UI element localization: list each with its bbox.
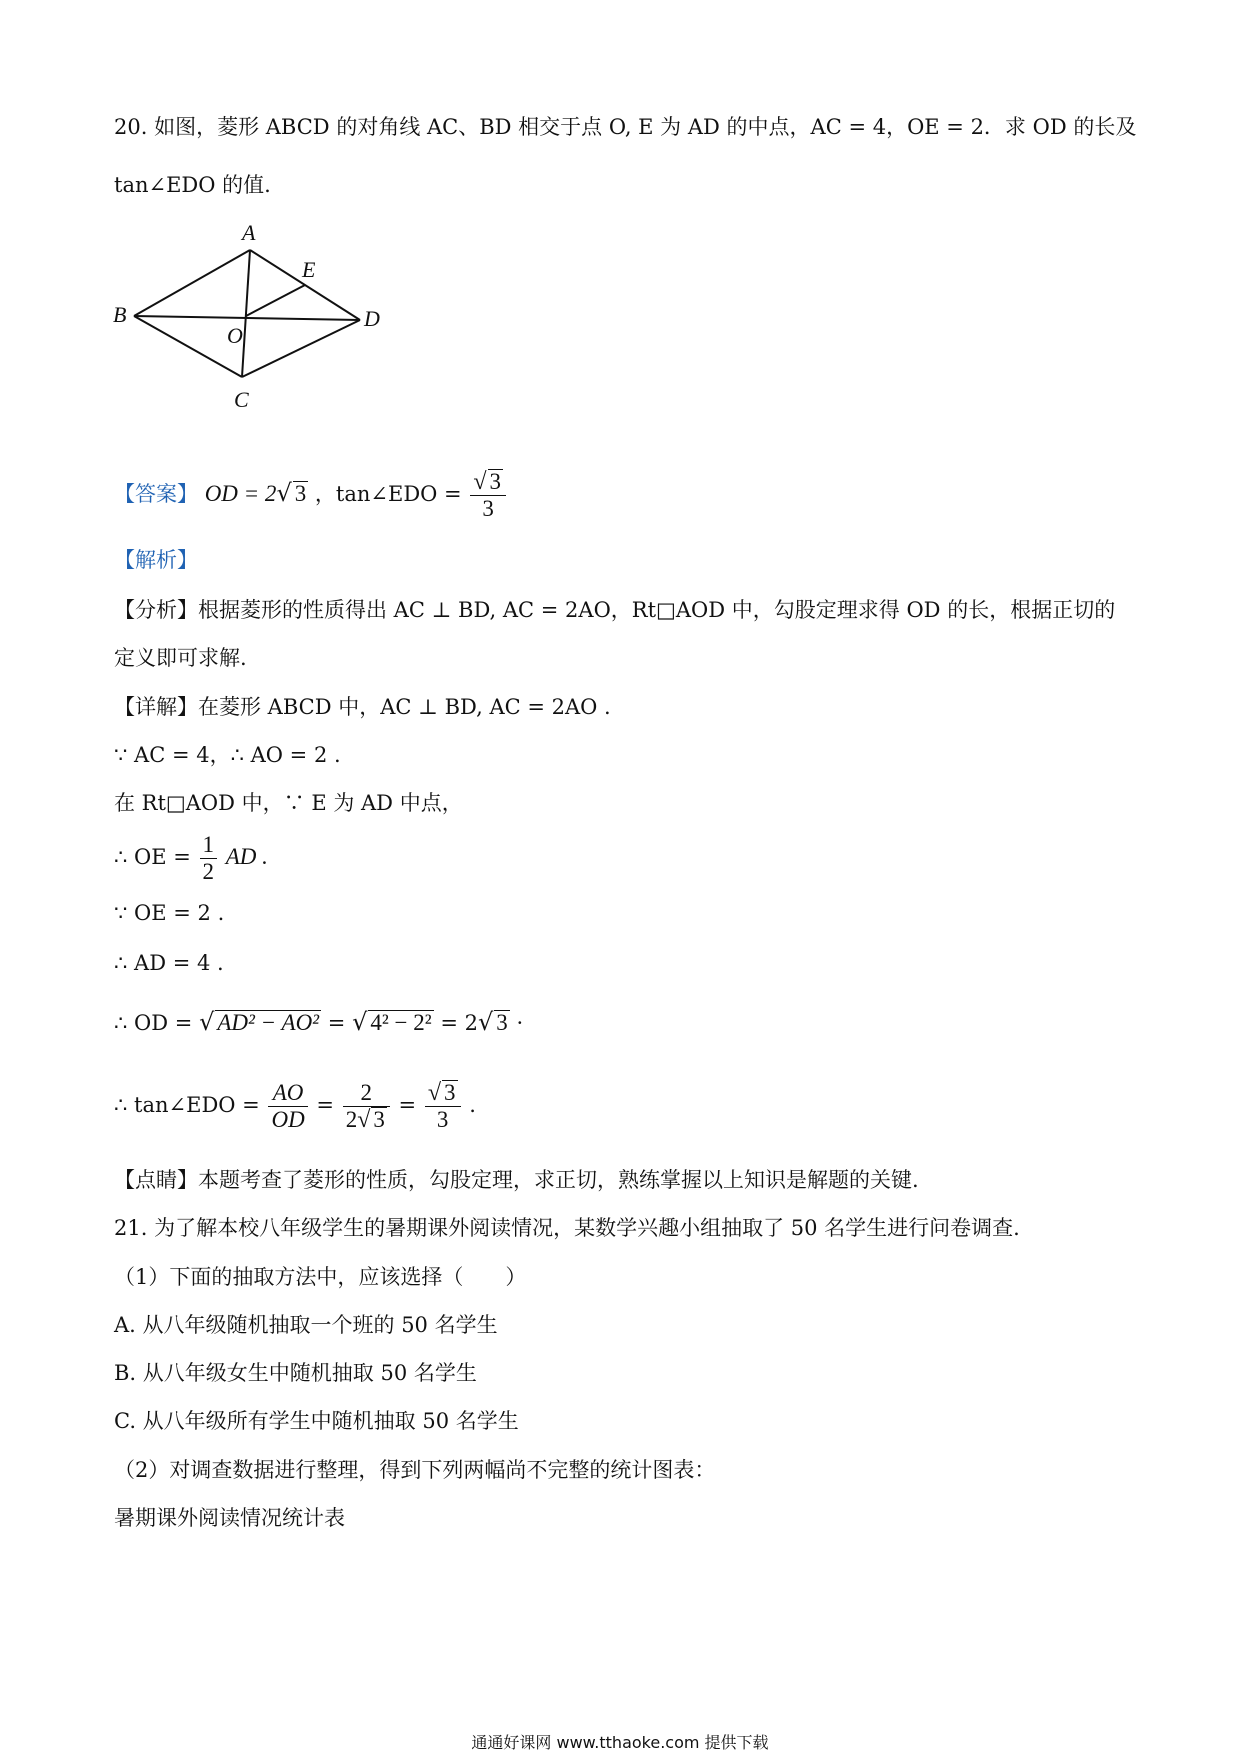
frac-sqrt3-over-3 bbox=[425, 1080, 461, 1133]
edge-ab bbox=[134, 250, 250, 316]
label-a: A bbox=[242, 222, 256, 245]
q21-part2: （2）对调查数据进行整理，得到下列两幅尚不完整的统计图表： bbox=[114, 1458, 716, 1482]
edge-bc bbox=[134, 316, 242, 377]
rhombus-figure bbox=[112, 222, 392, 432]
q21-table-title: 暑期课外阅读情况统计表 bbox=[114, 1506, 345, 1530]
q21-stem: 21. 为了解本校八年级学生的暑期课外阅读情况，某数学兴趣小组抽取了 50 名学生进行问卷调查. bbox=[114, 1216, 1020, 1240]
answer-tag: 【答案】 bbox=[114, 482, 198, 506]
detail-line5: ∵ OE = 2 . bbox=[114, 901, 225, 925]
label-d: D bbox=[364, 306, 380, 331]
segment-oe bbox=[246, 285, 305, 316]
q20-stem-line2: tan∠EDO 的值. bbox=[114, 173, 271, 197]
frac3-den: 3 bbox=[436, 1107, 449, 1132]
label-e: E bbox=[302, 257, 316, 282]
detail-line3: 在 Rt□AOD 中，∵ E 为 AD 中点， bbox=[114, 791, 463, 815]
sqrt-symbol: √ bbox=[473, 469, 487, 495]
half-num: 1 bbox=[200, 832, 218, 859]
q21-option-a: A. 从八年级随机抽取一个班的 50 名学生 bbox=[114, 1313, 498, 1337]
page-footer: 通通好课网 www.tthaoke.com 提供下载 bbox=[471, 1733, 769, 1752]
detail-line1: 【详解】在菱形 ABCD 中，AC ⊥ BD, AC = 2AO . bbox=[114, 695, 611, 719]
fenxi-line1: 【分析】根据菱形的性质得出 AC ⊥ BD, AC = 2AO，Rt□AOD 中，勾股定理求得 OD 的长，根据正切的 bbox=[114, 598, 1116, 622]
q21-option-b: B. 从八年级女生中随机抽取 50 名学生 bbox=[114, 1361, 477, 1385]
answer-frac-den: 3 bbox=[482, 496, 494, 521]
frac2-den-sqrt: 3 bbox=[373, 1107, 385, 1132]
q21-option-c: C. 从八年级所有学生中随机抽取 50 名学生 bbox=[114, 1409, 519, 1433]
detail-line8-eq2: = bbox=[398, 1093, 417, 1117]
detail-line8-prefix: ∴ tan∠EDO = bbox=[114, 1093, 260, 1117]
frac-ao-od bbox=[268, 1080, 307, 1133]
half-fraction bbox=[200, 832, 218, 885]
detail-line8-end: . bbox=[469, 1093, 476, 1117]
sqrt-symbol: √ bbox=[199, 1008, 215, 1036]
label-c: C bbox=[234, 387, 249, 412]
q20-stem-line1: 20. 如图，菱形 ABCD 的对角线 AC、BD 相交于点 O, E 为 AD 的中点，AC = 4，OE = 2．求 OD 的长及 bbox=[114, 115, 1137, 139]
answer-fraction bbox=[470, 469, 506, 522]
frac3-num-sqrt: 3 bbox=[444, 1080, 456, 1105]
analysis-tag: 【解析】 bbox=[114, 548, 198, 572]
detail-line7 bbox=[114, 1002, 523, 1043]
sqrt-symbol: √ bbox=[427, 1080, 442, 1106]
detail-line7-dot: · bbox=[516, 1011, 524, 1035]
detail-line4-prefix: ∴ OE = bbox=[114, 845, 191, 869]
detail-line8 bbox=[114, 1075, 476, 1135]
detail-line7-mid: = bbox=[327, 1011, 346, 1035]
q21-part1: （1）下面的抽取方法中，应该选择（ ） bbox=[114, 1265, 527, 1289]
detail-line7-sqrt: 3 bbox=[496, 1010, 508, 1035]
detail-line7-prefix: ∴ OD = bbox=[114, 1011, 193, 1035]
edge-cd bbox=[242, 320, 360, 377]
answer-frac-sqrt: 3 bbox=[489, 469, 502, 494]
sqrt-symbol: √ bbox=[477, 1008, 494, 1036]
answer-tan: ，tan∠EDO = bbox=[314, 482, 462, 506]
detail-line4 bbox=[114, 830, 268, 885]
detail-line7-rad1: AD² − AO² bbox=[217, 1010, 320, 1035]
sqrt-symbol: √ bbox=[357, 1107, 371, 1133]
answer-od-sqrt: 3 bbox=[294, 481, 307, 506]
detail-line7-rad2: 4² − 2² bbox=[370, 1010, 432, 1035]
label-o: O bbox=[227, 323, 243, 348]
detail-line8-eq1: = bbox=[316, 1093, 334, 1117]
dianjing-line: 【点睛】本题考查了菱形的性质，勾股定理，求正切，熟练掌握以上知识是解题的关键. bbox=[114, 1168, 919, 1192]
fenxi-line2: 定义即可求解. bbox=[114, 646, 247, 670]
frac-od: OD bbox=[271, 1107, 305, 1132]
detail-line2: ∵ AC = 4，∴ AO = 2 . bbox=[114, 743, 341, 767]
half-den: 2 bbox=[202, 859, 215, 884]
detail-line7-end: = 2 bbox=[440, 1011, 478, 1035]
sqrt-symbol: √ bbox=[352, 1008, 368, 1036]
label-b: B bbox=[113, 302, 127, 327]
detail-line6: ∴ AD = 4 . bbox=[114, 951, 224, 975]
sqrt-symbol: √ bbox=[276, 479, 292, 507]
answer-od: OD = 2 bbox=[204, 481, 277, 506]
frac2-num: 2 bbox=[343, 1080, 390, 1107]
answer-line bbox=[114, 465, 508, 522]
detail-line4-suffix: AD . bbox=[225, 844, 268, 869]
frac2-den-pre: 2 bbox=[345, 1107, 358, 1132]
frac-ao: AO bbox=[268, 1080, 307, 1107]
frac-2-over-2sqrt3 bbox=[343, 1080, 390, 1133]
